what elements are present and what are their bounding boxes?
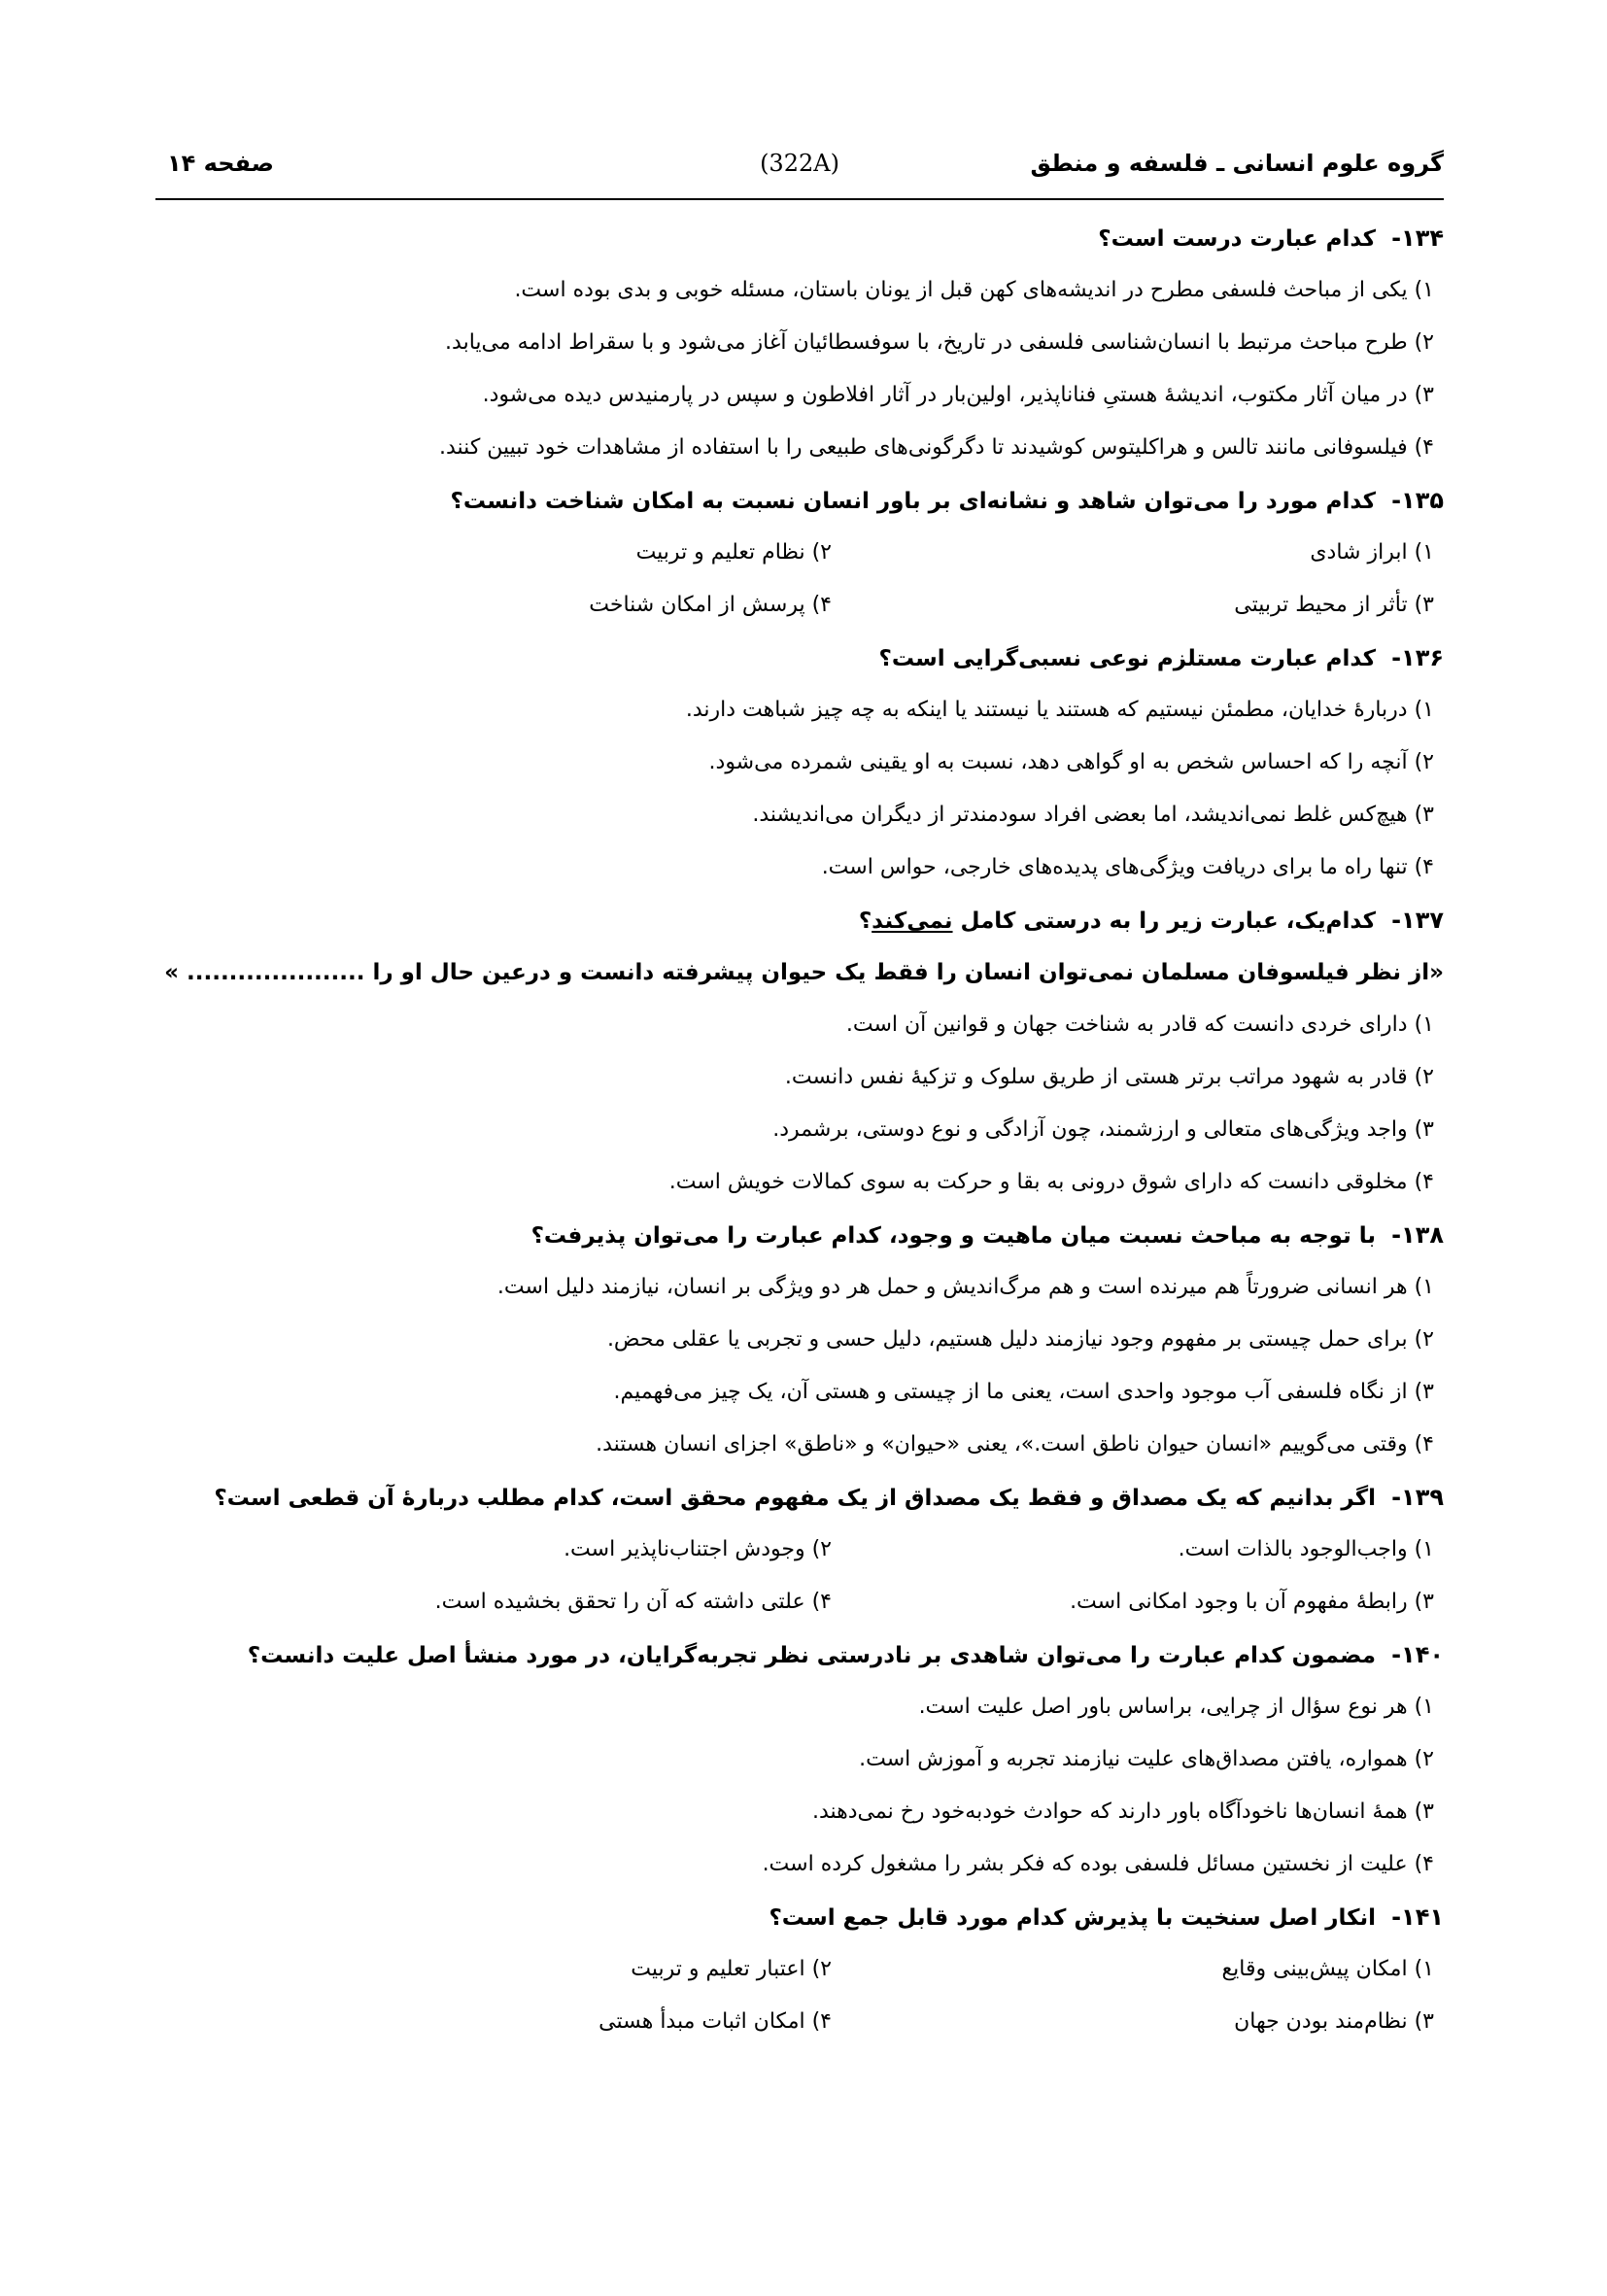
question-number: ۱۳۷- [1391, 907, 1444, 934]
option-4: ۴) وقتی می‌گوییم «انسان حیوان ناطق است.»، یعنی «حیوان» و «ناطق» اجزای انسان هستند. [596, 1432, 1434, 1456]
option-3: ۳) تأثر از محیط تربیتی [1234, 593, 1434, 617]
option-1: ۱) دارای خردی دانست که قادر به شناخت جهان و قوانین آن است. [845, 1012, 1434, 1037]
question-text: با توجه به مباحث نسبت میان ماهیت و وجود، کدام عبارت را می‌توان پذیرفت؟ [530, 1223, 1376, 1249]
question-137 [155, 894, 1444, 1209]
option-3: ۳) از نگاه فلسفی آب موجود واحدی است، یعنی ما از چیستی و هستی آن، یک چیز می‌فهمیم. [613, 1380, 1434, 1404]
options-grid [155, 1943, 1444, 2048]
question-quote: «از نظر فیلسوفان مسلمان نمی‌توان انسان را فقط یک حیوان پیشرفته دانست و درعین حال او را ..................... » [164, 960, 1444, 985]
header-title: گروه علوم انسانی ـ فلسفه و منطق [1030, 150, 1444, 177]
header-page-number: صفحه ۱۴ [167, 150, 274, 177]
option-2: ۲) وجودش اجتناب‌ناپذیر است. [564, 1537, 832, 1561]
question-text: کدام مورد را می‌توان شاهد و نشانه‌ای بر باور انسان نسبت به امکان شناخت دانست؟ [450, 489, 1376, 514]
question-text: انکار اصل سنخیت با پذیرش کدام مورد قابل جمع است؟ [769, 1905, 1376, 1931]
option-2: ۲) طرح مباحث مرتبط با انسان‌شناسی فلسفی در تاریخ، با سوفسطائیان آغاز می‌شود و با سقراط ادامه می‌یابد. [445, 330, 1434, 355]
option-4: ۴) پرسش از امکان شناخت [589, 593, 832, 617]
option-1: ۱) امکان پیش‌بینی وقایع [1221, 1957, 1434, 1981]
question-number: ۱۳۹- [1391, 1484, 1444, 1511]
question-number: ۱۳۸- [1391, 1221, 1444, 1249]
option-1: ۱) هر انسانی ضرورتاً هم میرنده است و هم مرگ‌اندیش و حمل هر دو ویژگی بر انسان، نیازمند دلیل است. [496, 1275, 1434, 1299]
option-2: ۲) همواره، یافتن مصداق‌های علیت نیازمند تجربه و آموزش است. [859, 1747, 1434, 1771]
option-3: ۳) در میان آثار مکتوب، اندیشهٔ هستیِ فناناپذیر، اولین‌بار در آثار افلاطون و سپس در پارمنیدس دیده می‌شود. [482, 383, 1434, 407]
option-3: ۳) واجد ویژگی‌های متعالی و ارزشمند، چون آزادگی و نوع دوستی، برشمرد. [772, 1117, 1434, 1142]
question-number: ۱۳۵- [1391, 487, 1444, 514]
option-2: ۲) نظام تعلیم و تربیت [635, 540, 832, 565]
option-3: ۳) همهٔ انسان‌ها ناخودآگاه باور دارند که حوادث خودبه‌خود رخ نمی‌دهند. [811, 1799, 1434, 1824]
question-text-end: ؟ [858, 908, 872, 934]
options-grid [155, 1524, 1444, 1628]
question-140 [155, 1628, 1444, 1891]
question-138 [155, 1209, 1444, 1471]
question-141 [155, 1891, 1444, 2048]
option-4: ۴) مخلوقی دانست که دارای شوق درونی به بقا و حرکت به سوی کمالات خویش است. [668, 1170, 1434, 1194]
option-4: ۴) علیت از نخستین مسائل فلسفی بوده که فکر بشر را مشغول کرده است. [762, 1852, 1434, 1876]
option-1: ۱) هر نوع سؤال از چرایی، براساس باور اصل علیت است. [918, 1695, 1434, 1719]
option-2: ۲) آنچه را که احساس شخص به او گواهی دهد، نسبت به او یقینی شمرده می‌شود. [708, 750, 1434, 774]
option-4: ۴) امکان اثبات مبدأ هستی [598, 2009, 832, 2034]
question-number: ۱۳۶- [1391, 644, 1444, 671]
option-3: ۳) هیچ‌کس غلط نمی‌اندیشد، اما بعضی افراد سودمندتر از دیگران می‌اندیشند. [752, 803, 1434, 827]
option-3: ۳) نظام‌مند بودن جهان [1234, 2009, 1434, 2034]
option-1: ۱) واجب‌الوجود بالذات است. [1178, 1537, 1434, 1561]
option-2: ۲) قادر به شهود مراتب برتر هستی از طریق سلوک و تزکیهٔ نفس دانست. [784, 1065, 1434, 1089]
option-2: ۲) اعتبار تعلیم و تربیت [631, 1957, 832, 1981]
question-number: ۱۴۰- [1391, 1641, 1444, 1668]
header-exam-code: (322A) [760, 150, 839, 177]
question-text: کدام عبارت درست است؟ [1098, 226, 1376, 252]
option-1: ۱) یکی از مباحث فلسفی مطرح در اندیشه‌های کهن قبل از یونان باستان، مسئله خوبی و بدی بوده است. [514, 278, 1434, 302]
question-text: مضمون کدام عبارت را می‌توان شاهدی بر نادرستی نظر تجربه‌گرایان، در مورد منشأ اصل علیت دانست؟ [247, 1643, 1376, 1668]
question-text [859, 895, 1376, 947]
page-header [155, 146, 1444, 200]
question-text: اگر بدانیم که یک مصداق و فقط یک مصداق از یک مفهوم محقق است، کدام مطلب دربارهٔ آن قطعی است؟ [214, 1486, 1376, 1511]
question-134 [155, 212, 1444, 474]
question-text-start: کدام‌یک، عبارت زیر را به درستی کامل [952, 908, 1376, 934]
question-list [155, 212, 1444, 2048]
option-3: ۳) رابطهٔ مفهوم آن با وجود امکانی است. [1070, 1590, 1434, 1614]
option-1: ۱) دربارهٔ خدایان، مطمئن نیستیم که هستند یا نیستند یا اینکه به چه چیز شباهت دارند. [685, 698, 1434, 722]
question-136 [155, 632, 1444, 894]
question-number: ۱۳۴- [1391, 224, 1444, 252]
options-grid [155, 527, 1444, 632]
option-4: ۴) تنها راه ما برای دریافت ویژگی‌های پدیده‌های خارجی، حواس است. [821, 855, 1434, 879]
question-139 [155, 1471, 1444, 1628]
option-4: ۴) فیلسوفانی مانند تالس و هراکلیتوس کوشیدند تا دگرگونی‌های طبیعی را با استفاده از مشاهدات خود تبیین کنند. [439, 435, 1434, 460]
option-2: ۲) برای حمل چیستی بر مفهوم وجود نیازمند دلیل هستیم، دلیل حسی و تجربی یا عقلی محض. [606, 1327, 1434, 1352]
question-number: ۱۴۱- [1391, 1903, 1444, 1931]
option-1: ۱) ابراز شادی [1310, 540, 1434, 565]
question-text: کدام عبارت مستلزم نوعی نسبی‌گرایی است؟ [878, 646, 1376, 671]
question-135 [155, 474, 1444, 632]
option-4: ۴) علتی داشته که آن را تحقق بخشیده است. [434, 1590, 832, 1614]
question-text-emphasis: نمی‌کند [872, 908, 953, 934]
